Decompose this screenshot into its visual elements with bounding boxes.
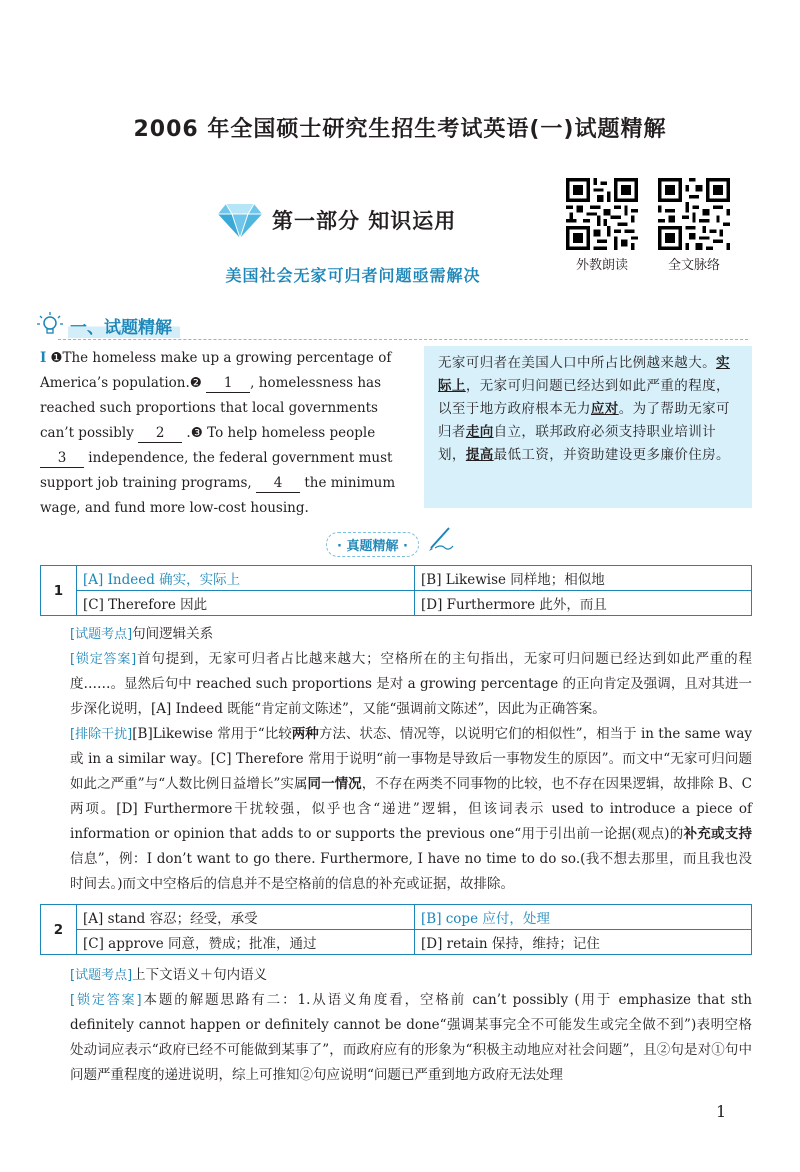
sentence-marker: ❷ bbox=[189, 375, 202, 391]
bold-term: 两种 bbox=[291, 726, 319, 742]
qr-label-outline: 全文脉络 bbox=[667, 258, 720, 273]
exclude-text: 方法、状态、情况等，以说明它们的相似性”，相当于 in the same way 或 in a similar way。[C] Therefore 常用于说明“前一事物是导致后一事物发生的原因”。而文中“无家可归问题如此之严重”与“人数比例日益增长”实属 bbox=[70, 726, 753, 792]
sentence-marker: ❸ bbox=[190, 425, 203, 441]
translation-highlight: 实际上 bbox=[438, 355, 730, 394]
q1-answer bbox=[40, 647, 752, 722]
translation-text: ，无家可归问题已经达到如此严重的程度，以至于地方政府根本无力 bbox=[438, 378, 730, 417]
question-number: 2 bbox=[41, 905, 77, 955]
option-a: [A] Indeed 确实，实际上 bbox=[77, 566, 415, 591]
qr-code-icon[interactable] bbox=[566, 178, 638, 250]
lightbulb-icon bbox=[36, 311, 64, 339]
option-d: [D] retain 保持，维持；记住 bbox=[415, 930, 752, 955]
blank-3: 3 bbox=[40, 449, 84, 468]
translation-box bbox=[424, 346, 752, 508]
q2-kaodian bbox=[40, 963, 752, 988]
bold-term: 补充或支持 bbox=[683, 826, 753, 842]
section-header bbox=[36, 310, 180, 340]
exclude-text: ，不存在两类不同事物的比较，也不存在因果逻辑，故排除 B、C 两项。[D] Furthermore干扰较强，似乎也含“递进”逻辑，但该词表示 used to introduce a piece of information or opinion that adds to or supports the previous one“用于引出前一论据(观点)的 bbox=[70, 776, 752, 842]
sentence-1: The homeless make up a growing percentage of America’s population. bbox=[40, 350, 392, 391]
option-a: [A] stand 容忍；经受，承受 bbox=[77, 905, 415, 930]
q1-kaodian bbox=[40, 622, 752, 647]
exclude-text: [B]Likewise 常用于“比较 bbox=[132, 726, 292, 742]
q2-answer bbox=[40, 988, 752, 1088]
diamond-icon bbox=[218, 200, 262, 240]
option-b: [B] cope 应付，处理 bbox=[415, 905, 752, 930]
sentence-3-middle: independence, the federal government must support job training programs, bbox=[40, 450, 393, 491]
answer-text: 首句提到，无家可归者占比越来越大；空格所在的主句指出，无家可归问题已经达到如此严重的程度……。显然后句中 reached such proportions 是对 a growing percentage 的正向肯定及强调，且对其进一步深化说明，[A] Indeed 既能“肯定前文陈述”，又能“强调前文陈述”，因此为正确答案。 bbox=[70, 651, 752, 717]
translation-text: 无家可归者在美国人口中所占比例越来越大。 bbox=[438, 355, 716, 371]
translation-text: 。为了帮助无家可归者 bbox=[438, 401, 730, 440]
bold-term: 同一情况 bbox=[307, 776, 362, 792]
translation-highlight: 应对 bbox=[590, 401, 619, 417]
translation-text: 自立，联邦政府必须支持职业培训计划， bbox=[438, 424, 717, 463]
translation-text: 最低工资，并资助建设更多廉价住房。 bbox=[493, 447, 730, 463]
sentence-3-start: To help homeless people bbox=[207, 425, 376, 441]
tag-label: [锁定答案] bbox=[70, 993, 142, 1008]
part-header bbox=[218, 198, 456, 242]
kaodian-text: 上下文语义＋句内语义 bbox=[132, 967, 268, 983]
q2-analysis bbox=[40, 963, 752, 1088]
qr-code-icon[interactable] bbox=[658, 178, 730, 250]
blank-4: 4 bbox=[256, 474, 300, 493]
translation-highlight: 走向 bbox=[465, 424, 494, 440]
passage-subtitle: 美国社会无家可归者问题亟需解决 bbox=[225, 266, 481, 285]
sentence-3-end: the minimum wage, and fund more low-cost housing. bbox=[40, 475, 396, 516]
section-title: 一、试题精解 bbox=[68, 313, 180, 338]
tag-label: [试题考点] bbox=[70, 627, 133, 642]
sentence-marker: ❶ bbox=[50, 350, 63, 366]
tag-label: [试题考点] bbox=[70, 968, 133, 983]
kaodian-text: 句间逻辑关系 bbox=[132, 626, 214, 642]
part-title: 第一部分 知识运用 bbox=[272, 209, 457, 233]
translation-highlight: 提高 bbox=[465, 447, 494, 463]
options-table-q2 bbox=[40, 904, 752, 955]
blank-2: 2 bbox=[138, 424, 182, 443]
blank-1: 1 bbox=[206, 374, 250, 393]
pen-icon bbox=[427, 524, 455, 552]
tag-label: [锁定答案] bbox=[70, 652, 137, 667]
option-c: [C] Therefore 因此 bbox=[77, 591, 415, 616]
answer-text: 本题的解题思路有二：1.从语义角度看，空格前 can’t possibly (用于 emphasize that sth definitely cannot happen or definitely cannot be done“强调某事完全不可能发生或完全做不到”)表明空格处动词应表示“政府已经不可能做到某事了”，而政府应有的形象为“积极主动地应对社会问题”，且②句是对①句中问题严重程度的递进说明，综上可推知②句应说明“问题已严重到地方政府无法处理 bbox=[70, 992, 752, 1083]
page-title: 2006 年全国硕士研究生招生考试英语(一)试题精解 bbox=[133, 117, 667, 142]
tag-label: [排除干扰] bbox=[70, 727, 133, 742]
question-number: 1 bbox=[41, 566, 77, 616]
option-d: [D] Furthermore 此外，而且 bbox=[415, 591, 752, 616]
option-c: [C] approve 同意，赞成；批准，通过 bbox=[77, 930, 415, 955]
analysis-label: · 真题精解 · bbox=[326, 532, 419, 557]
paragraph-marker: Ⅰ bbox=[40, 350, 47, 366]
passage-text: Ⅰ ❶The homeless make up a growing percentage of America’s population.❷ 1 , homelessness has reached such proportions that local governments can’t possibly 2 .❸ To help homeless people 3 independence, the federal government must support job training programs, 4 the minimum wage, and fund more low-cost housing. bbox=[40, 350, 396, 516]
option-b: [B] Likewise 同样地；相似地 bbox=[415, 566, 752, 591]
q1-exclude bbox=[40, 722, 752, 897]
exclude-text: 信息”，例：I don’t want to go there. Furthermore, I have no time to do so.(我不想去那里，而且我也没时间去。)而文中空格后的信息并不是空格前的信息的补充或证据，故排除。 bbox=[70, 851, 752, 892]
page-number: 1 bbox=[716, 1102, 727, 1121]
q1-analysis bbox=[40, 622, 752, 897]
section-divider bbox=[58, 339, 748, 340]
qr-label-reading: 外教朗读 bbox=[575, 258, 628, 273]
sentence-2: , homelessness has reached such proportions that local governments can’t possibly bbox=[40, 375, 382, 441]
options-table-q1 bbox=[40, 565, 752, 616]
